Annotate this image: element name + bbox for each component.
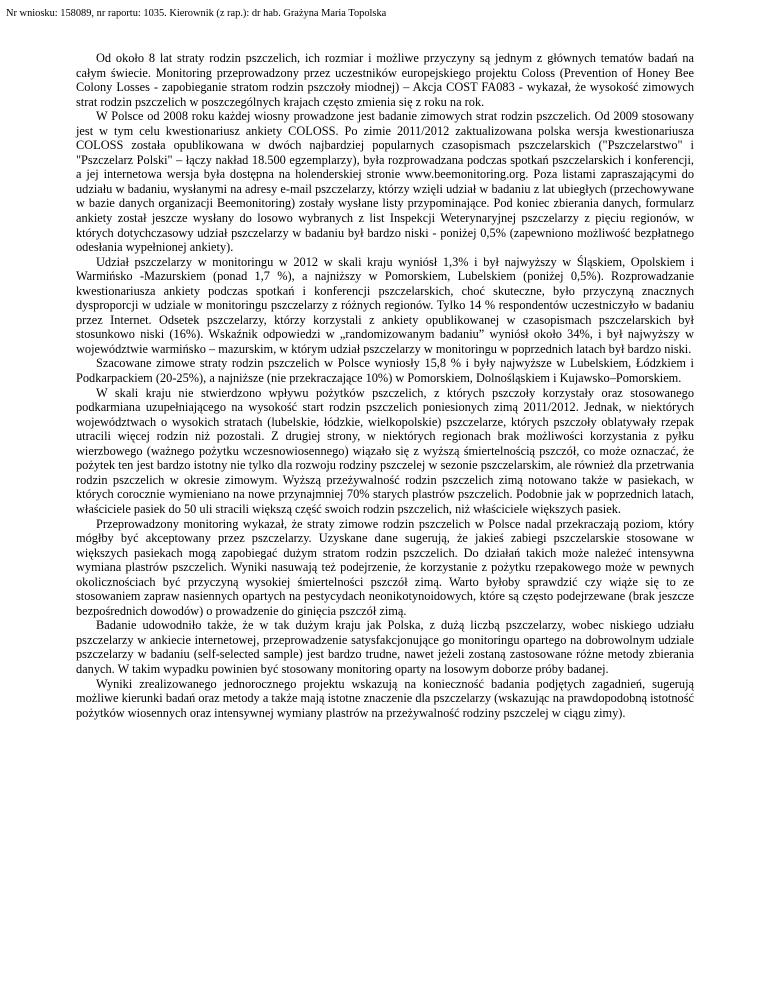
paragraph-3: Udział pszczelarzy w monitoringu w 2012 w skali kraju wyniósł 1,3% i był najwyższy w Śląskiem, Opolskiem i Warmińsko -Mazurskiem (ponad 1,7 %), a najniższy w Pomorskiem, Lubelskiem (poniżej 0,5%). Rozprowadzanie kwestionariusza ankiety podczas spotkań i konferencji pszczelarskich, choć skuteczne, było przyczyną znacznych dysproporcji w udziale w monitoringu pszczelarzy z różnych regionów. Tylko 14 % respondentów uczestniczyło w badaniu przez Internet. Odsetek pszczelarzy, którzy korzystali z ankiety opublikowanej w czasopismach pszczelarskich był stosunkowo niski (16%). Wskaźnik odpowiedzi w „randomizowanym badaniu” wyniósł około 34%, i był najwyższy w województwie warmińsko – mazurskim, w którym udział pszczelarzy w monitoringu w poprzednich latach był bardzo niski. — [76, 254, 694, 356]
report-body — [76, 51, 694, 720]
paragraph-4: Szacowane zimowe straty rodzin pszczelich w Polsce wyniosły 15,8 % i były najwyższe w Lubelskiem, Łódzkiem i Podkarpackiem (20-25%), a najniższe (nie przekraczające 10%) w Pomorskiem, Dolnośląskiem i Kujawsko–Pomorskiem. — [76, 356, 694, 386]
paragraph-8: Wyniki zrealizowanego jednorocznego projektu wskazują na konieczność badania podjętych zagadnień, sugerują możliwe kierunki badań oraz metody a także mają istotne znaczenie dla pszczelarzy (wskazując na prawdopodobną istotność pożytków wiosennych oraz intensywnej wymiany plastrów na przeżywalność rodziny pszczelej w ciągu zimy). — [76, 676, 694, 720]
paragraph-6: Przeprowadzony monitoring wykazał, że straty zimowe rodzin pszczelich w Polsce nadal przekraczają poziom, który mógłby być akceptowany przez pszczelarzy. Uzyskane dane sugerują, że jakieś zabiegi pszczelarskie stosowane w większych pasiekach mogą zapobiegać dużym stratom rodzin pszczelich. Do działań takich może należeć intensywna wymiana plastrów pszczelich. Wyniki nasuwają też podejrzenie, że korzystanie z pożytku rzepakowego może w pewnych okolicznościach być przyczyną wysokiej śmiertelności pszczół zimą. Warto byłoby sprawdzić czy wiąże się to ze stosowaniem zapraw nasiennych opartych na pestycydach neonikotynoidowych, które są często podejrzewane (brak jeszcze bezpośrednich dowodów) o prowadzenie do ginięcia pszczół zimą. — [76, 516, 694, 618]
report-header: Nr wniosku: 158089, nr raportu: 1035. Kierownik (z rap.): dr hab. Grażyna Maria Topolska — [6, 8, 387, 19]
paragraph-7: Badanie udowodniło także, że w tak dużym kraju jak Polska, z dużą liczbą pszczelarzy, wobec niskiego udziału pszczelarzy w ankiecie internetowej, przeprowadzenie satysfakcjonujące go monitoringu opartego na dobrowolnym udziale pszczelarzy w badaniu (self-selected sample) jest bardzo trudne, nawet jeżeli zostaną zastosowane różne metody zbierania danych. W takim wypadku powinien być stosowany monitoring oparty na losowym doborze próby badanej. — [76, 618, 694, 676]
paragraph-1: Od około 8 lat straty rodzin pszczelich, ich rozmiar i możliwe przyczyny są jednym z głównych tematów badań na całym świecie. Monitoring przeprowadzony przez uczestników europejskiego projektu Coloss (Prevention of Honey Bee Colony Losses - zapobieganie stratom rodzin pszczoły miodnej) – Akcja COST FA083 - wykazał, że wysokość zimowych strat rodzin pszczelich w poszczególnych krajach często zmienia się z roku na rok. — [76, 51, 694, 109]
paragraph-2: W Polsce od 2008 roku każdej wiosny prowadzone jest badanie zimowych strat rodzin pszczelich. Od 2009 stosowany jest w tym celu kwestionariusz ankiety COLOSS. Po zimie 2011/2012 zaktualizowana polska wersja kwestionariusza COLOSS została opublikowana w dwóch najbardziej popularnych czasopismach pszczelarskich ("Pszczelarstwo" i "Pszczelarz Polski" – łączy nakład 18.500 egzemplarzy), była rozprowadzana podczas spotkań pszczelarskich i konferencji, a jej internetowa wersja była dostępna na holenderskiej stronie www.beemonitoring.org. Poza listami zapraszającymi do udziału w badaniu, wysłanymi na adresy e-mail pszczelarzy, którzy wzięli udział w badaniu z lat ubiegłych (przechowywane w bazie danych organizacji Beemonitoring) zostały wysłane listy przypominające. Pod koniec zbierania danych, formularz ankiety został jeszcze wysłany do losowo wybranych z list Inspekcji Weterynaryjnej pszczelarzy z pięciu regionów, w których dotychczasowy udział pszczelarzy w badaniu był bardzo niski - poniżej 0,5% (zapewniono możliwość bezpłatnego odesłania wypełnionej ankiety). — [76, 109, 694, 255]
paragraph-5: W skali kraju nie stwierdzono wpływu pożytków pszczelich, z których pszczoły korzystały oraz stosowanego podkarmiana uzupełniającego na wysokość start rodzin pszczelich poniesionych zimą 2011/2012. Jednak, w niektórych województwach o wysokich stratach (lubelskie, łódzkie, wielkopolskie) pszczelarze, których pszczoły oblatywały rzepak utracili więcej rodzin niż pozostali. Z drugiej strony, w niektórych regionach brak możliwości korzystania z pyłku wierzbowego (ważnego pożytku wczesnowiosennego) wiązało się z wyższą śmiertelnością pszczół, co może oznaczać, że pożytek ten jest bardzo istotny nie tylko dla rozwoju rodziny pszczelej w sezonie pszczelarskim, ale również dla przetrwania rodzin pszczelich w okresie zimowym. Wyższą przeżywalność rodzin pszczelich zimą notowano także w pasiekach, w których corocznie wymieniano na nowe przynajmniej 70% starych plastrów pszczelich. Podobnie jak w poprzednich latach, właściciele pasiek do 50 uli stracili większą część swoich rodzin pszczelich, niż właściciele większych pasiek. — [76, 385, 694, 516]
